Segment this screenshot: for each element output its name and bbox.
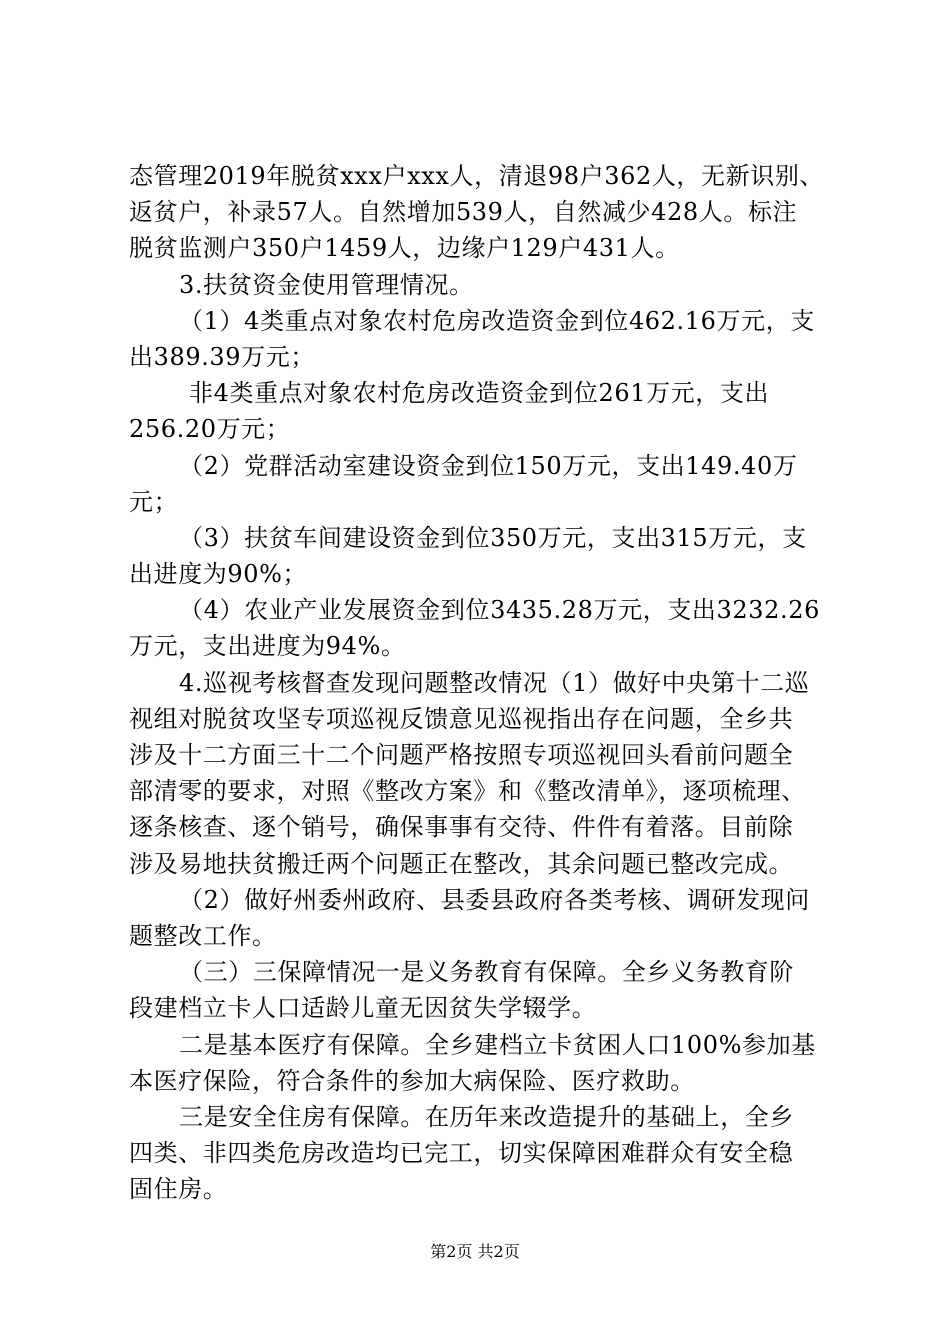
text-line: 万元，支出进度为94%。 [129,632,406,661]
text-line: 逐条核查、逐个销号，确保事事有交待、件件有着落。目前除 [129,813,794,842]
page-footer: 第2页 共2页 [430,1242,520,1261]
text-line: （2）党群活动室建设资金到位150万元，支出149.40万 [179,451,798,480]
text-line: 二是基本医疗有保障。全乡建档立卡贫困人口100%参加基 [179,1030,816,1059]
text-line: 视组对脱贫攻坚专项巡视反馈意见巡视指出存在问题，全乡共 [129,704,794,733]
text-line: 元； [129,487,179,516]
text-line: 出进度为90%； [129,560,308,589]
text-line: 脱贫监测户350户1459人，边缘户129户431人。 [129,234,680,263]
text-line: 3.扶贫资金使用管理情况。 [179,270,474,299]
text-line: 非4类重点对象农村危房改造资金到位261万元，支出 [189,379,770,408]
text-line: （3）扶贫车间建设资金到位350万元，支出315万元，支 [179,523,807,552]
text-line: （2）做好州委州政府、县委县政府各类考核、调研发现问 [179,885,810,914]
text-line: 态管理2019年脱贫xxx户xxx人，清退98户362人，无新识别、 [129,162,825,190]
text-line: 题整改工作。 [129,921,277,950]
text-line: 出389.39万元； [129,342,315,371]
text-line: 涉及十二方面三十二个问题严格按照专项巡视回头看前问题全 [129,741,794,769]
text-line: 固住房。 [129,1175,228,1204]
text-line: 段建档立卡人口适龄儿童无因贫失学辍学。 [129,994,597,1023]
text-line: 部清零的要求，对照《整改方案》和《整改清单》，逐项梳理、 [129,777,806,806]
text-line: （1）4类重点对象农村危房改造资金到位462.16万元，支 [179,306,815,335]
text-line: 三是安全住房有保障。在历年来改造提升的基础上，全乡 [179,1102,794,1131]
text-line: 涉及易地扶贫搬迁两个问题正在整改，其余问题已整改完成。 [129,849,794,878]
text-line: 四类、非四类危房改造均已完工，切实保障困难群众有安全稳 [129,1139,794,1168]
text-line: 返贫户，补录57人。自然增加539人，自然减少428人。标注 [129,198,798,227]
text-line: 本医疗保险，符合条件的参加大病保险、医疗救助。 [129,1066,695,1095]
document-body [129,158,834,1207]
text-line: （三）三保障情况一是义务教育有保障。全乡义务教育阶 [179,958,794,987]
text-line: 4.巡视考核督查发现问题整改情况（1）做好中央第十二巡 [179,668,810,697]
text-line: （4）农业产业发展资金到位3435.28万元，支出3232.26 [179,596,820,625]
text-line: 256.20万元； [129,415,291,444]
